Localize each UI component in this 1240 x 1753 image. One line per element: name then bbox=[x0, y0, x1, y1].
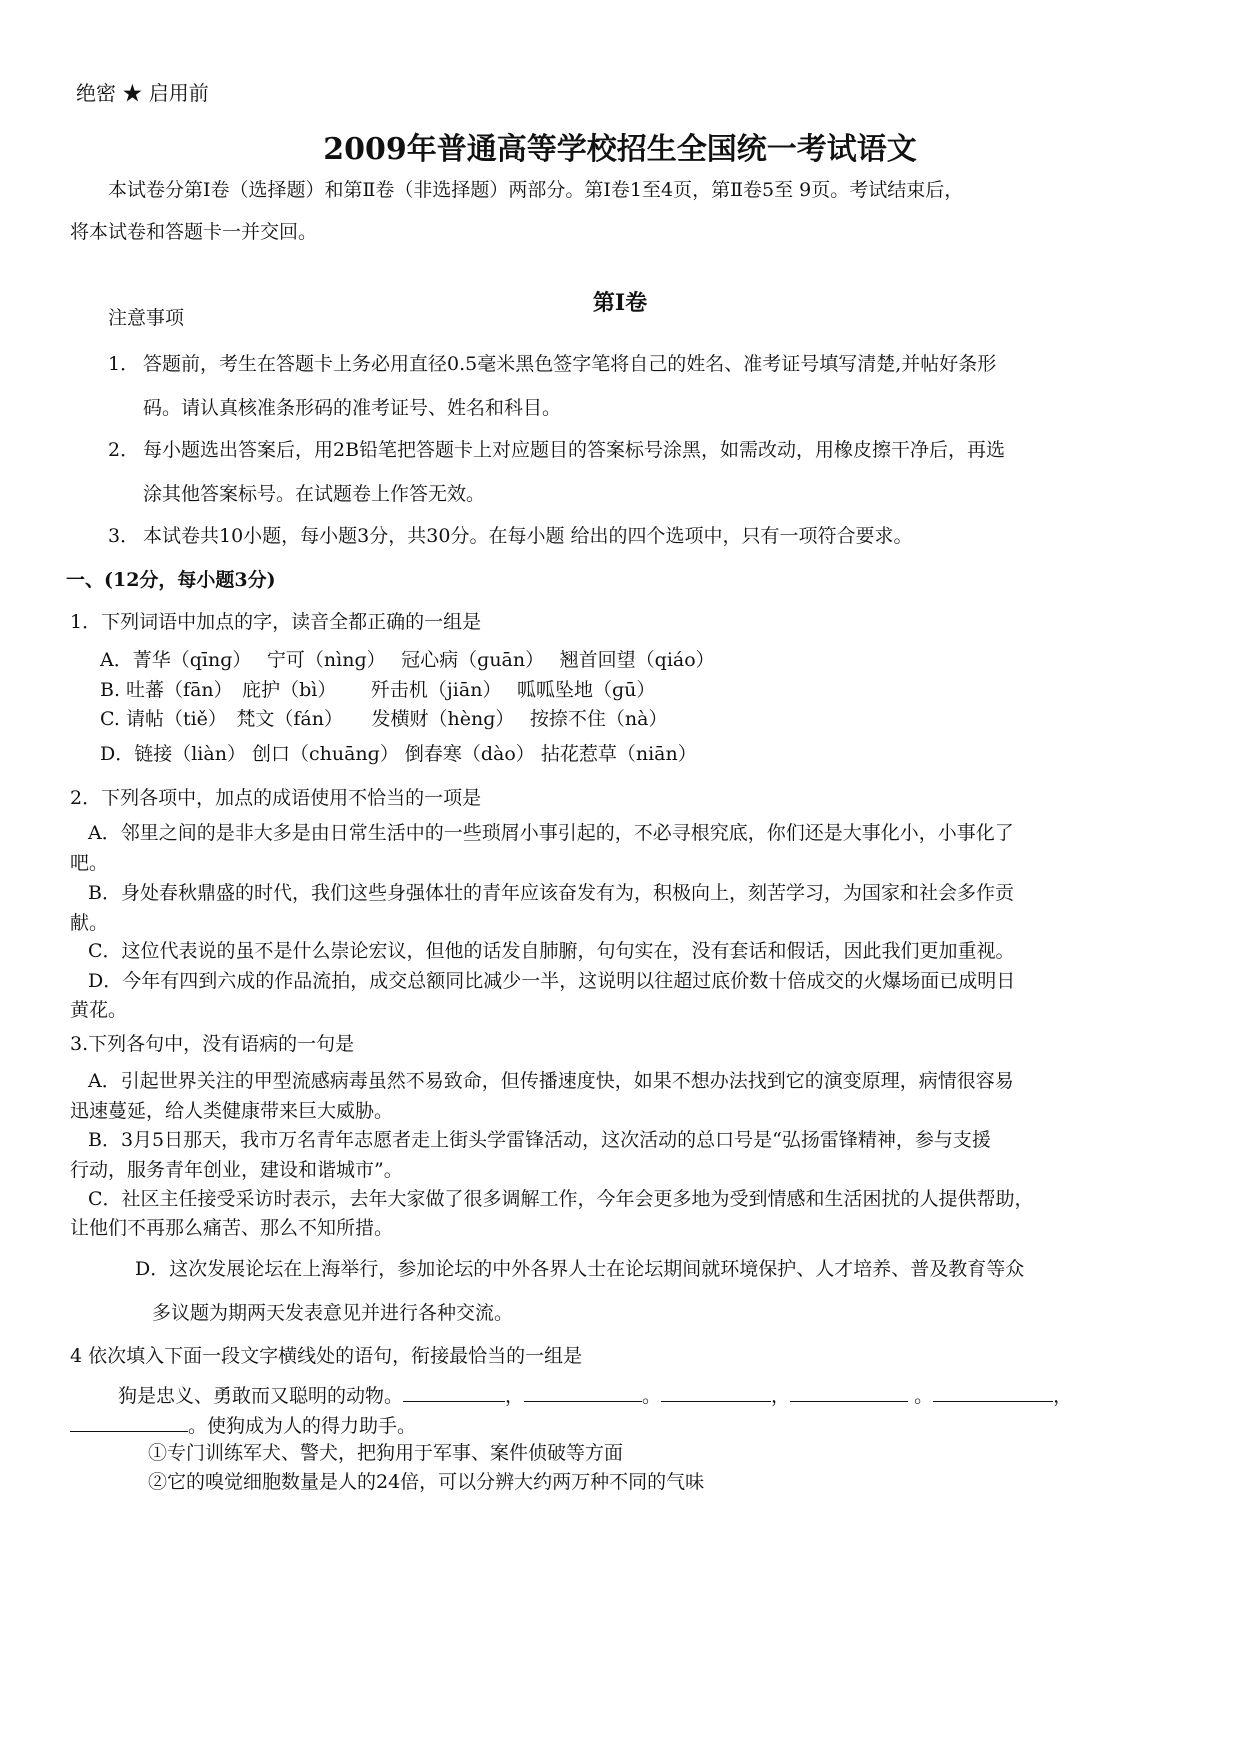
q3-option-b-line-1: B．3月5日那天，我市万名青年志愿者走上街头学雷锋活动，这次活动的总口号是“弘扬雷锋精神，参与支援 bbox=[88, 1129, 991, 1151]
intro-line-1: 本试卷分第Ⅰ卷（选择题）和第Ⅱ卷（非选择题）两部分。第Ⅰ卷1至4页，第Ⅱ卷5至 9页。考试结束后， bbox=[108, 179, 964, 201]
answer-blank-1[interactable] bbox=[403, 1381, 505, 1402]
answer-blank-3[interactable] bbox=[661, 1381, 771, 1402]
q1-stem: 1．下列词语中加点的字，读音全都正确的一组是 bbox=[70, 611, 482, 633]
q3-option-c-line-2: 让他们不再那么痛苦、那么不知所措。 bbox=[70, 1217, 394, 1239]
answer-blank-4[interactable] bbox=[790, 1381, 908, 1402]
q2-option-d-line-2: 黄花。 bbox=[70, 999, 128, 1021]
q2-option-c-line-1: C．这位代表说的虽不是什么崇论宏议，但他的话发自肺腑，句句实在，没有套话和假话，因此我们更加重视。 bbox=[88, 940, 1015, 962]
q4-passage-line-1 bbox=[118, 1381, 1072, 1409]
exam-title: 2009年普通高等学校招生全国统一考试语文 bbox=[323, 132, 917, 167]
q1-option-d: D．链接（liàn） 创口（chuānɡ） 倒春寒（dào） 拈花惹草（niān） bbox=[100, 743, 697, 765]
q4-punct-4: 。 bbox=[908, 1385, 934, 1407]
q4-item-1: ①专门训练军犬、警犬，把狗用于军事、案件侦破等方面 bbox=[148, 1442, 624, 1464]
note-3-number: 3． bbox=[108, 525, 140, 547]
q1-option-b: B. 吐蕃（fān） 庇护（bì） 歼击机（jiān） 呱呱坠地（ɡū） bbox=[100, 679, 656, 701]
notes-heading: 注意事项 bbox=[108, 307, 185, 329]
q1-option-c: C. 请帖（tiě） 梵文（fán） 发横财（hènɡ） 按捺不住（nà） bbox=[100, 708, 668, 730]
note-1-line-2: 码。请认真核准条形码的准考证号、姓名和科目。 bbox=[143, 397, 562, 419]
answer-blank-5[interactable] bbox=[933, 1381, 1053, 1402]
q4-item-2: ②它的嗅觉细胞数量是人的24倍，可以分辨大约两万种不同的气味 bbox=[148, 1471, 705, 1493]
q3-option-a-line-2: 迅速蔓延，给人类健康带来巨大威胁。 bbox=[70, 1100, 394, 1122]
q4-punct-5: ， bbox=[1053, 1385, 1073, 1407]
volume-title: 第Ⅰ卷 bbox=[592, 290, 648, 316]
q3-option-d-line-2: 多议题为期两天发表意见并进行各种交流。 bbox=[152, 1302, 514, 1324]
note-1-line-1: 答题前，考生在答题卡上务必用直径0.5毫米黑色签字笔将自己的姓名、准考证号填写清楚,并帖好条形 bbox=[143, 353, 997, 375]
q3-stem: 3.下列各句中，没有语病的一句是 bbox=[70, 1033, 355, 1055]
note-1-number: 1． bbox=[108, 353, 140, 375]
note-2-number: 2． bbox=[108, 439, 140, 461]
q2-option-d-line-1: D．今年有四到六成的作品流拍，成交总额同比减少一半，这说明以往超过底价数十倍成交的火爆场面已成明日 bbox=[88, 970, 1016, 992]
answer-blank-2[interactable] bbox=[524, 1381, 642, 1402]
confidential-label: 绝密 ★ 启用前 bbox=[76, 81, 209, 105]
q3-option-c-line-1: C．社区主任接受采访时表示，去年大家做了很多调解工作，今年会更多地为受到情感和生活困扰的人提供帮助， bbox=[88, 1188, 1034, 1210]
q1-option-a: A．菁华（qīnɡ） 宁可（nìnɡ） 冠心病（ɡuān） 翘首回望（qiáo） bbox=[100, 649, 715, 671]
q2-stem: 2．下列各项中，加点的成语使用不恰当的一项是 bbox=[70, 787, 482, 809]
q4-stem: 4 依次填入下面一段文字横线处的语句，衔接最恰当的一组是 bbox=[70, 1345, 583, 1367]
answer-blank-6[interactable] bbox=[70, 1411, 188, 1432]
q4-punct-3: ， bbox=[771, 1385, 791, 1407]
q4-passage-line-2 bbox=[70, 1411, 416, 1439]
q2-option-a-line-2: 吧。 bbox=[70, 852, 109, 874]
q4-passage-start: 狗是忠义、勇敢而又聪明的动物。 bbox=[118, 1385, 404, 1407]
q3-option-d-line-1: D．这次发展论坛在上海举行，参加论坛的中外各界人士在论坛期间就环境保护、人才培养、普及教育等众 bbox=[135, 1258, 1025, 1280]
q3-option-b-line-2: 行动，服务青年创业，建设和谐城市”。 bbox=[70, 1159, 403, 1181]
note-2-line-1: 每小题选出答案后，用2B铅笔把答题卡上对应题目的答案标号涂黑，如需改动，用橡皮擦干净后，再选 bbox=[143, 439, 1006, 461]
q2-option-b-line-2: 献。 bbox=[70, 912, 109, 934]
q3-option-a-line-1: A．引起世界关注的甲型流感病毒虽然不易致命，但传播速度快，如果不想办法找到它的演变原理，病情很容易 bbox=[88, 1070, 1014, 1092]
section-1-heading: 一、(12分，每小题3分) bbox=[66, 569, 276, 591]
intro-line-2: 将本试卷和答题卡一并交回。 bbox=[70, 221, 318, 243]
q4-punct-2: 。 bbox=[642, 1385, 662, 1407]
note-2-line-2: 涂其他答案标号。在试题卷上作答无效。 bbox=[143, 483, 486, 505]
q2-option-a-line-1: A．邻里之间的是非大多是由日常生活中的一些琐屑小事引起的，不必寻根究底，你们还是大事化小，小事化了 bbox=[88, 822, 1014, 844]
q4-passage-end: 。使狗成为人的得力助手。 bbox=[188, 1415, 417, 1437]
note-3-line-1: 本试卷共10小题，每小题3分，共30分。在每小题 给出的四个选项中，只有一项符合要求。 bbox=[143, 525, 913, 547]
q4-punct-1: ， bbox=[505, 1385, 525, 1407]
q2-option-b-line-1: B．身处春秋鼎盛的时代，我们这些身强体壮的青年应该奋发有为，积极向上，刻苦学习，为国家和社会多作贡 bbox=[88, 882, 1014, 904]
